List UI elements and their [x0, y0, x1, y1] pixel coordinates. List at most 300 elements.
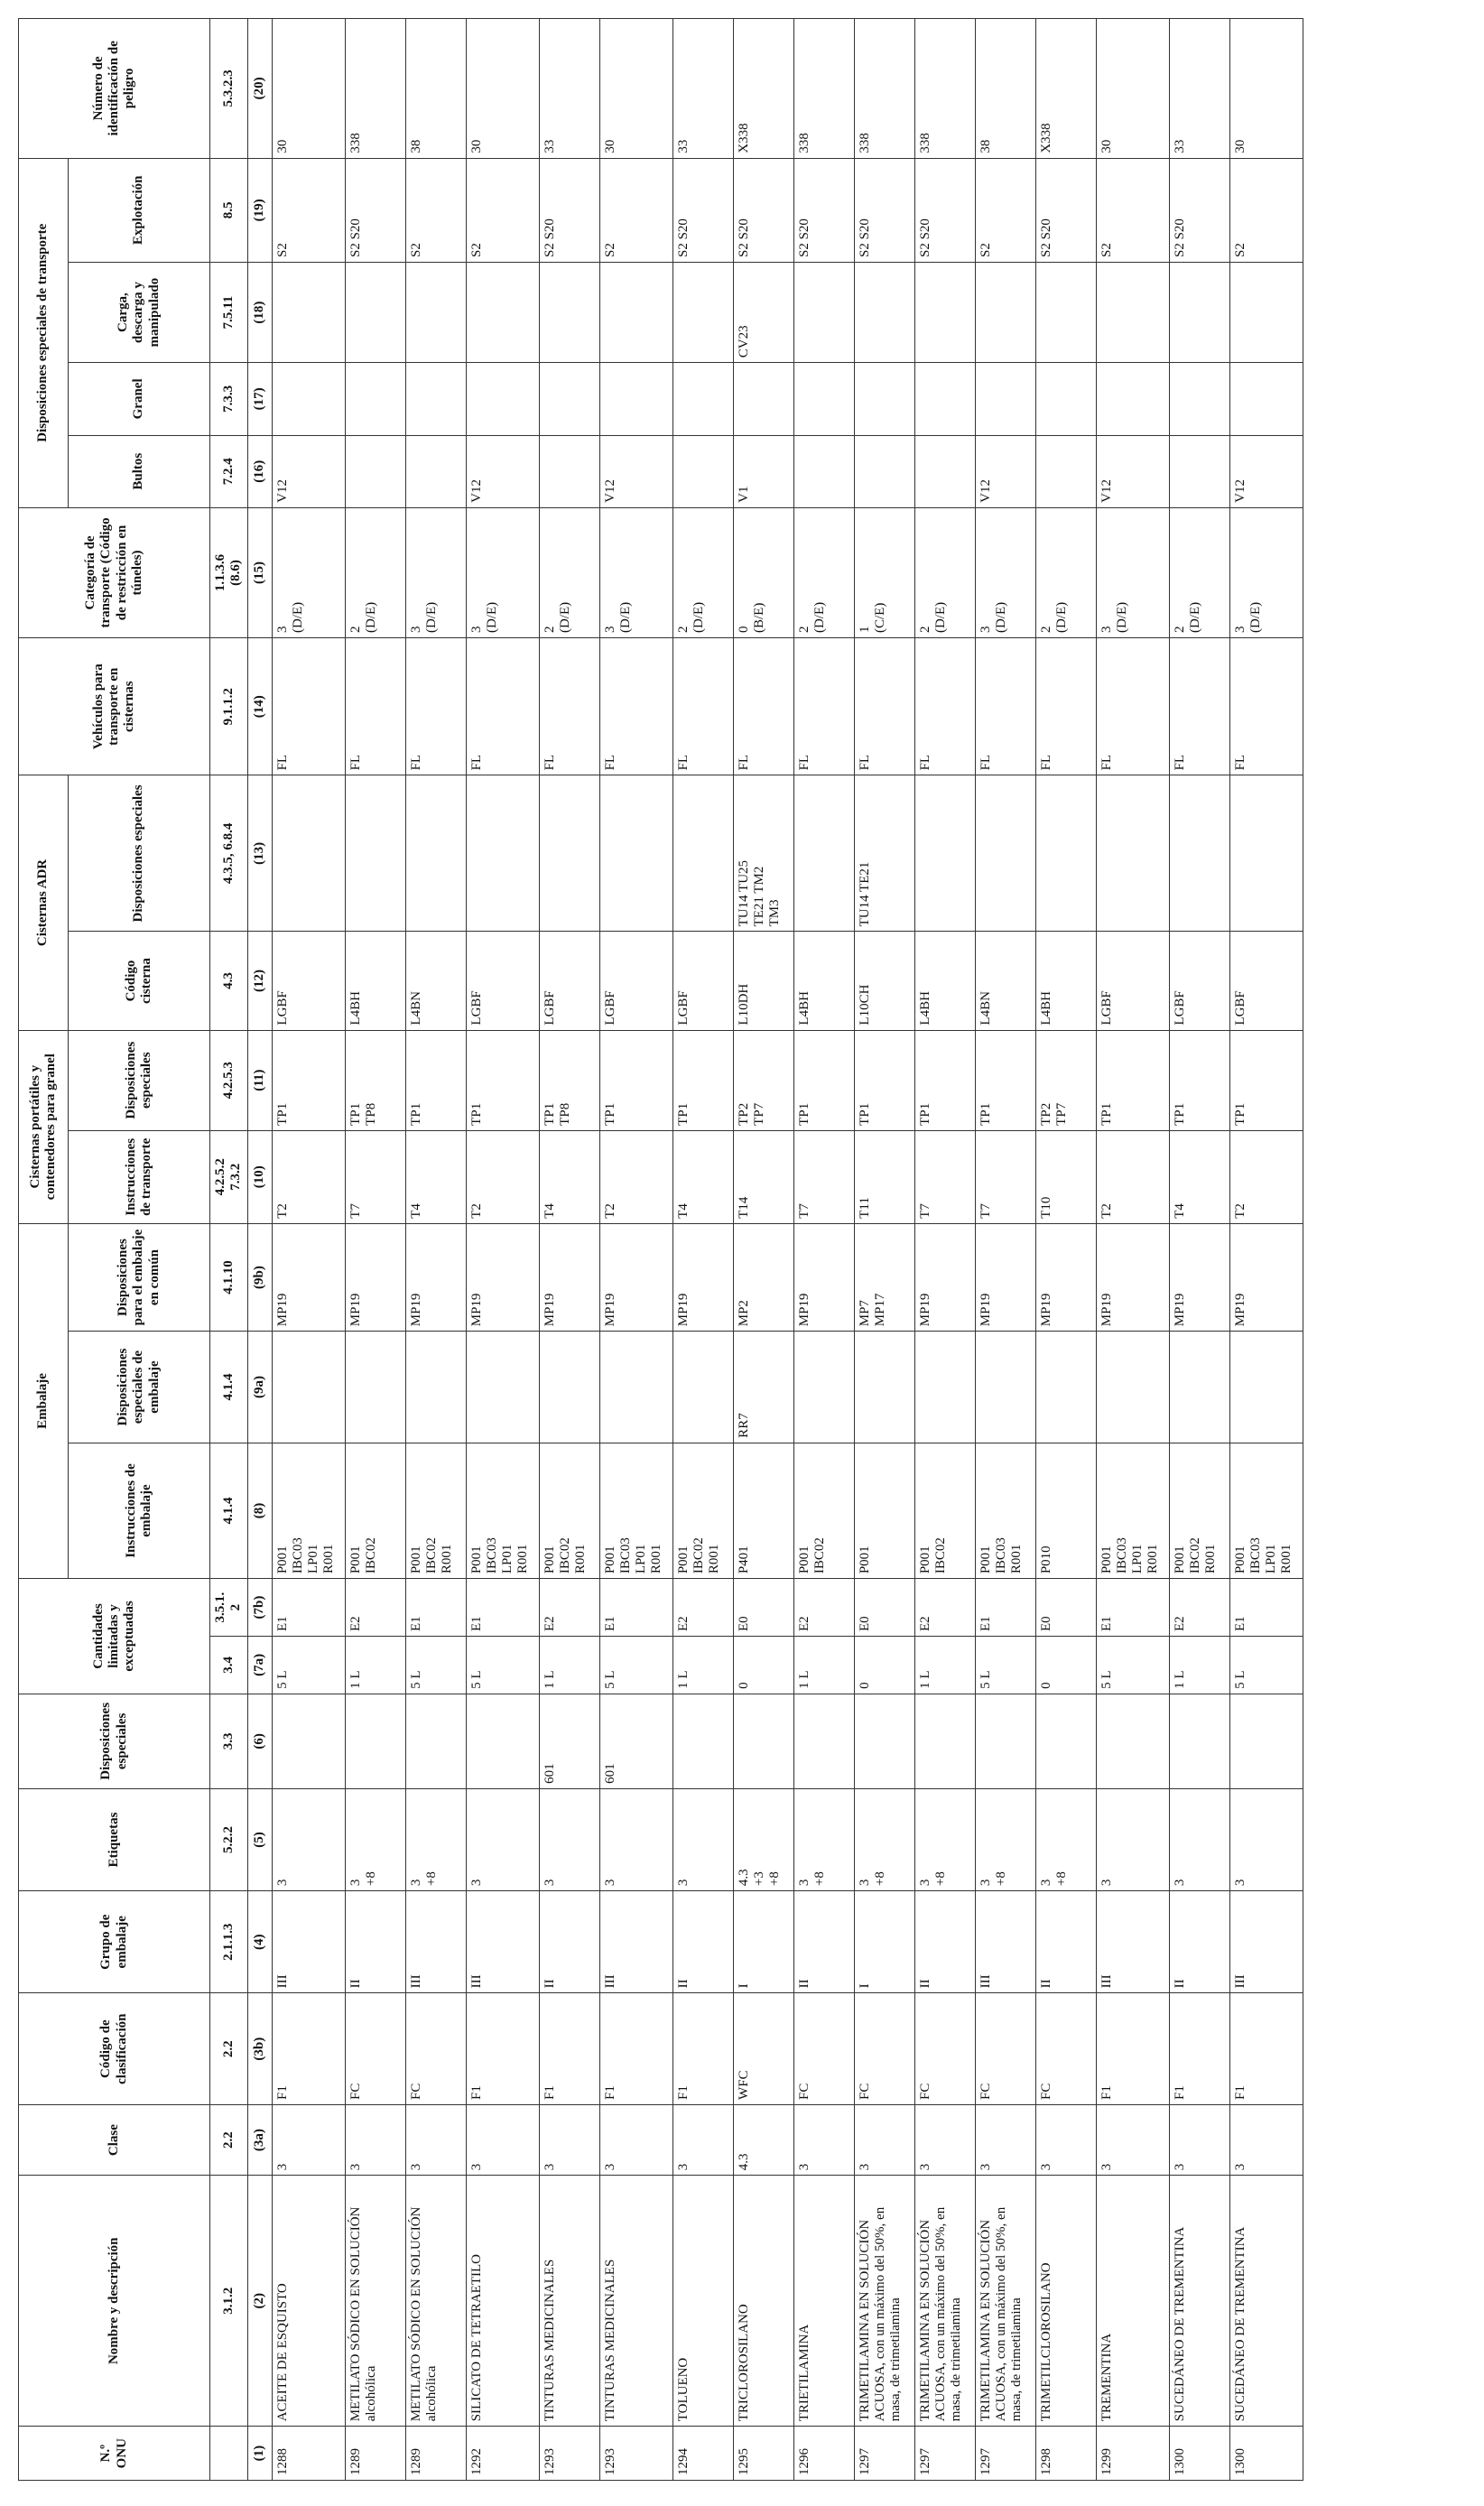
excepted-quantity-cell: E1: [466, 1579, 539, 1637]
column-number-cell: (2): [247, 2176, 272, 2427]
hazard-id-cell: 30: [466, 19, 539, 159]
bulk-cell: [914, 363, 975, 435]
class-cell: 3: [914, 2104, 975, 2175]
tank-special-cell: TP1: [405, 1030, 466, 1130]
header-labels: Etiquetas: [19, 1788, 210, 1890]
name-cell: ACEITE DE ESQUISTO: [272, 2176, 345, 2427]
transport-category-cell: 2 (D/E): [1035, 507, 1096, 637]
class-cell: 3: [405, 2104, 466, 2175]
header-operation: Explotación: [69, 158, 210, 262]
packing-instructions-cell: P001 IBC02 R001: [405, 1443, 466, 1578]
special-provisions-cell: [405, 1694, 466, 1788]
vehicle-cell: FL: [599, 638, 672, 775]
tank-code-cell: L4BH: [345, 932, 405, 1030]
excepted-quantity-cell: E0: [854, 1579, 914, 1637]
name-cell: SUCEDÁNEO DE TREMENTINA: [1169, 2176, 1229, 2427]
un-number-cell: 1289: [345, 2427, 405, 2481]
class-cell: 3: [1169, 2104, 1229, 2175]
adr-special-cell: [272, 775, 345, 932]
classification-code-cell: FC: [914, 1993, 975, 2105]
packing-group-cell: II: [1035, 1891, 1096, 1993]
tank-instructions-cell: T7: [914, 1130, 975, 1223]
special-packing-cell: [914, 1332, 975, 1443]
packages-cell: [854, 435, 914, 507]
vehicle-cell: FL: [1035, 638, 1096, 775]
packages-cell: [405, 435, 466, 507]
column-number-cell: (16): [247, 435, 272, 507]
tank-code-cell: LGBF: [599, 932, 672, 1030]
special-packing-cell: [1035, 1332, 1096, 1443]
tank-special-cell: TP1: [672, 1030, 733, 1130]
adr-special-cell: [1096, 775, 1169, 932]
header-packaging: Embalaje: [19, 1223, 69, 1578]
mixed-packing-cell: MP19: [1096, 1223, 1169, 1331]
reference-cell: 4.3.5, 6.8.4: [210, 775, 248, 932]
table-row: [539, 19, 599, 2481]
loading-cell: [345, 263, 405, 363]
reference-cell: 4.2.5.2 7.3.2: [210, 1130, 248, 1223]
packages-cell: V12: [975, 435, 1035, 507]
packages-cell: V1: [733, 435, 793, 507]
tank-instructions-cell: T2: [599, 1130, 672, 1223]
operation-cell: S2 S20: [1169, 158, 1229, 262]
tank-special-cell: TP1: [1096, 1030, 1169, 1130]
class-cell: 3: [672, 2104, 733, 2175]
limited-quantity-cell: 0: [1035, 1637, 1096, 1694]
adr-special-cell: [345, 775, 405, 932]
special-provisions-cell: [672, 1694, 733, 1788]
tank-code-cell: L10CH: [854, 932, 914, 1030]
packing-group-cell: III: [405, 1891, 466, 1993]
bulk-cell: [854, 363, 914, 435]
column-number-cell: (18): [247, 263, 272, 363]
excepted-quantity-cell: E2: [539, 1579, 599, 1637]
class-cell: 3: [793, 2104, 854, 2175]
header-tank-instructions: Instrucciones de transporte: [69, 1130, 210, 1223]
hazard-id-cell: 30: [272, 19, 345, 159]
packing-instructions-cell: P001 IBC02 R001: [539, 1443, 599, 1578]
reference-cell: 3.1.2: [210, 2176, 248, 2427]
special-packing-cell: [1096, 1332, 1169, 1443]
un-number-cell: 1294: [672, 2427, 733, 2481]
vehicle-cell: FL: [672, 638, 733, 775]
adr-special-cell: [1035, 775, 1096, 932]
packages-cell: V12: [1229, 435, 1303, 507]
bulk-cell: [793, 363, 854, 435]
column-number-cell: (19): [247, 158, 272, 262]
packing-group-cell: II: [539, 1891, 599, 1993]
special-provisions-cell: 601: [599, 1694, 672, 1788]
mixed-packing-cell: MP19: [672, 1223, 733, 1331]
limited-quantity-cell: 1 L: [539, 1637, 599, 1694]
tank-special-cell: TP1: [599, 1030, 672, 1130]
hazard-id-cell: 38: [975, 19, 1035, 159]
mixed-packing-cell: MP19: [466, 1223, 539, 1331]
special-provisions-cell: [854, 1694, 914, 1788]
name-cell: TOLUENO: [672, 2176, 733, 2427]
labels-cell: 3: [672, 1788, 733, 1890]
transport-category-cell: 2 (D/E): [539, 507, 599, 637]
bulk-cell: [733, 363, 793, 435]
vehicle-cell: FL: [975, 638, 1035, 775]
reference-cell: 4.2.5.3: [210, 1030, 248, 1130]
tank-code-cell: L4BH: [914, 932, 975, 1030]
tank-code-cell: L4BH: [1035, 932, 1096, 1030]
mixed-packing-cell: MP19: [975, 1223, 1035, 1331]
table-row: [1096, 19, 1169, 2481]
classification-code-cell: FC: [975, 1993, 1035, 2105]
reference-cell: 3.3: [210, 1694, 248, 1788]
labels-cell: 3: [1229, 1788, 1303, 1890]
un-number-cell: 1300: [1169, 2427, 1229, 2481]
class-cell: 3: [1035, 2104, 1096, 2175]
packages-cell: [1169, 435, 1229, 507]
name-cell: TREMENTINA: [1096, 2176, 1169, 2427]
mixed-packing-cell: MP19: [1035, 1223, 1096, 1331]
table-row: [793, 19, 854, 2481]
packages-cell: [793, 435, 854, 507]
packing-group-cell: III: [1229, 1891, 1303, 1993]
un-number-cell: 1288: [272, 2427, 345, 2481]
tank-instructions-cell: T11: [854, 1130, 914, 1223]
un-number-cell: 1293: [539, 2427, 599, 2481]
un-number-cell: 1297: [914, 2427, 975, 2481]
excepted-quantity-cell: E2: [345, 1579, 405, 1637]
transport-category-cell: 3 (D/E): [1096, 507, 1169, 637]
header-tank-special: Disposiciones especiales: [69, 1030, 210, 1130]
packages-cell: V12: [599, 435, 672, 507]
tank-instructions-cell: T4: [405, 1130, 466, 1223]
mixed-packing-cell: MP19: [405, 1223, 466, 1331]
bulk-cell: [672, 363, 733, 435]
limited-quantity-cell: 0: [854, 1637, 914, 1694]
special-provisions-cell: [793, 1694, 854, 1788]
excepted-quantity-cell: E2: [793, 1579, 854, 1637]
reference-cell: 4.1.10: [210, 1223, 248, 1331]
table-row: [672, 19, 733, 2481]
excepted-quantity-cell: E1: [1229, 1579, 1303, 1637]
packages-cell: [345, 435, 405, 507]
packing-instructions-cell: P001 IBC02: [793, 1443, 854, 1578]
special-packing-cell: [1169, 1332, 1229, 1443]
table-row: [854, 19, 914, 2481]
limited-quantity-cell: 0: [733, 1637, 793, 1694]
tank-code-cell: LGBF: [272, 932, 345, 1030]
header-packing-group: Grupo de embalaje: [19, 1891, 210, 1993]
table-row: [975, 19, 1035, 2481]
hazard-id-cell: X338: [733, 19, 793, 159]
header-packing-instructions: Instrucciones de embalaje: [69, 1443, 210, 1578]
adr-special-cell: [1169, 775, 1229, 932]
packing-instructions-cell: P001 IBC03 LP01 R001: [1096, 1443, 1169, 1578]
transport-category-cell: 3 (D/E): [599, 507, 672, 637]
hazard-id-cell: 338: [345, 19, 405, 159]
un-number-cell: 1300: [1229, 2427, 1303, 2481]
tank-instructions-cell: T7: [345, 1130, 405, 1223]
packages-cell: [672, 435, 733, 507]
labels-cell: 3 +8: [793, 1788, 854, 1890]
tank-instructions-cell: T2: [466, 1130, 539, 1223]
header-vehicle: Vehículos para transporte en cisternas: [19, 638, 210, 775]
table-row: [345, 19, 405, 2481]
adr-special-cell: [793, 775, 854, 932]
classification-code-cell: FC: [345, 1993, 405, 2105]
mixed-packing-cell: MP19: [1229, 1223, 1303, 1331]
vehicle-cell: FL: [854, 638, 914, 775]
operation-cell: S2: [405, 158, 466, 262]
column-number-cell: (5): [247, 1788, 272, 1890]
tank-special-cell: TP1: [793, 1030, 854, 1130]
tank-instructions-cell: T2: [272, 1130, 345, 1223]
column-number-cell: (14): [247, 638, 272, 775]
labels-cell: 3: [599, 1788, 672, 1890]
reference-cell: 2.1.1.3: [210, 1891, 248, 1993]
tank-instructions-cell: T2: [1229, 1130, 1303, 1223]
special-provisions-cell: 601: [539, 1694, 599, 1788]
tank-code-cell: LGBF: [1096, 932, 1169, 1030]
header-adr-tanks: Cisternas ADR: [19, 775, 69, 1030]
hazard-id-cell: 33: [1169, 19, 1229, 159]
loading-cell: [1035, 263, 1096, 363]
classification-code-cell: FC: [854, 1993, 914, 2105]
packing-instructions-cell: P001 IBC03 LP01 R001: [599, 1443, 672, 1578]
un-number-cell: 1299: [1096, 2427, 1169, 2481]
column-number-cell: (11): [247, 1030, 272, 1130]
classification-code-cell: F1: [599, 1993, 672, 2105]
transport-category-cell: 3 (D/E): [1229, 507, 1303, 637]
operation-cell: S2 S20: [733, 158, 793, 262]
adr-special-cell: [599, 775, 672, 932]
tank-instructions-cell: T14: [733, 1130, 793, 1223]
operation-cell: S2 S20: [539, 158, 599, 262]
excepted-quantity-cell: E1: [975, 1579, 1035, 1637]
operation-cell: S2: [272, 158, 345, 262]
limited-quantity-cell: 5 L: [599, 1637, 672, 1694]
vehicle-cell: FL: [272, 638, 345, 775]
tank-code-cell: L4BH: [793, 932, 854, 1030]
special-packing-cell: [854, 1332, 914, 1443]
special-packing-cell: [599, 1332, 672, 1443]
labels-cell: 3 +8: [975, 1788, 1035, 1890]
tank-special-cell: TP1: [1229, 1030, 1303, 1130]
transport-category-cell: 1 (C/E): [854, 507, 914, 637]
labels-cell: 3 +8: [345, 1788, 405, 1890]
tank-instructions-cell: T7: [793, 1130, 854, 1223]
loading-cell: [599, 263, 672, 363]
classification-code-cell: F1: [466, 1993, 539, 2105]
name-cell: TINTURAS MEDICINALES: [599, 2176, 672, 2427]
labels-cell: 3 +8: [854, 1788, 914, 1890]
vehicle-cell: FL: [733, 638, 793, 775]
tank-special-cell: TP1: [854, 1030, 914, 1130]
bulk-cell: [599, 363, 672, 435]
dangerous-goods-table: [18, 18, 1303, 2481]
vehicle-cell: FL: [914, 638, 975, 775]
packing-group-cell: III: [466, 1891, 539, 1993]
operation-cell: S2 S20: [793, 158, 854, 262]
tank-instructions-cell: T4: [539, 1130, 599, 1223]
reference-cell: 7.5.11: [210, 263, 248, 363]
transport-category-cell: 3 (D/E): [405, 507, 466, 637]
reference-cell: 1.1.3.6 (8.6): [210, 507, 248, 637]
reference-cell: [210, 2427, 248, 2481]
loading-cell: [793, 263, 854, 363]
classification-code-cell: WFC: [733, 1993, 793, 2105]
operation-cell: S2: [599, 158, 672, 262]
excepted-quantity-cell: E1: [405, 1579, 466, 1637]
classification-code-cell: F1: [272, 1993, 345, 2105]
packages-cell: V12: [466, 435, 539, 507]
column-number-cell: (17): [247, 363, 272, 435]
packing-instructions-cell: P001 IBC03 LP01 R001: [1229, 1443, 1303, 1578]
tank-special-cell: TP1: [914, 1030, 975, 1130]
transport-category-cell: 0 (B/E): [733, 507, 793, 637]
hazard-id-cell: 30: [1229, 19, 1303, 159]
excepted-quantity-cell: E0: [1035, 1579, 1096, 1637]
tank-code-cell: L10DH: [733, 932, 793, 1030]
class-cell: 3: [599, 2104, 672, 2175]
excepted-quantity-cell: E0: [733, 1579, 793, 1637]
hazard-id-cell: 30: [1096, 19, 1169, 159]
hazard-id-cell: 30: [599, 19, 672, 159]
tank-code-cell: LGBF: [1229, 932, 1303, 1030]
mixed-packing-cell: MP19: [1169, 1223, 1229, 1331]
class-cell: 3: [1229, 2104, 1303, 2175]
transport-category-cell: 3 (D/E): [272, 507, 345, 637]
packages-cell: V12: [1096, 435, 1169, 507]
vehicle-cell: FL: [405, 638, 466, 775]
limited-quantity-cell: 5 L: [1096, 1637, 1169, 1694]
mixed-packing-cell: MP2: [733, 1223, 793, 1331]
reference-cell: 4.1.4: [210, 1332, 248, 1443]
table-row: [599, 19, 672, 2481]
operation-cell: S2 S20: [1035, 158, 1096, 262]
classification-code-cell: FC: [405, 1993, 466, 2105]
hazard-id-cell: 33: [672, 19, 733, 159]
name-cell: TRIMETILAMINA EN SOLUCIÓN ACUOSA, con un máximo del 50%, en masa, de trimetilamina: [854, 2176, 914, 2427]
packing-group-cell: III: [975, 1891, 1035, 1993]
classification-code-cell: F1: [539, 1993, 599, 2105]
bulk-cell: [272, 363, 345, 435]
packing-instructions-cell: P001 IBC03 LP01 R001: [466, 1443, 539, 1578]
column-number-cell: (15): [247, 507, 272, 637]
header-special-packing: Disposiciones especiales de embalaje: [69, 1332, 210, 1443]
loading-cell: [1096, 263, 1169, 363]
packages-cell: V12: [272, 435, 345, 507]
tank-special-cell: TP1 TP8: [345, 1030, 405, 1130]
column-number-cell: (7b): [247, 1579, 272, 1637]
un-number-cell: 1293: [599, 2427, 672, 2481]
packing-group-cell: II: [672, 1891, 733, 1993]
special-packing-cell: [345, 1332, 405, 1443]
reference-cell: 9.1.1.2: [210, 638, 248, 775]
header-class: Clase: [19, 2104, 210, 2175]
name-cell: TRIMETILAMINA EN SOLUCIÓN ACUOSA, con un máximo del 50%, en masa, de trimetilamina: [975, 2176, 1035, 2427]
adr-special-cell: [539, 775, 599, 932]
reference-cell: 3.5.1. 2: [210, 1579, 248, 1637]
un-number-cell: 1295: [733, 2427, 793, 2481]
tank-code-cell: LGBF: [1169, 932, 1229, 1030]
special-packing-cell: [405, 1332, 466, 1443]
packing-instructions-cell: P001: [854, 1443, 914, 1578]
special-packing-cell: [272, 1332, 345, 1443]
header-classification-code: Código de clasificación: [19, 1993, 210, 2105]
vehicle-cell: FL: [1229, 638, 1303, 775]
packing-group-cell: I: [733, 1891, 793, 1993]
name-cell: METILATO SÓDICO EN SOLUCIÓN alcohólica: [345, 2176, 405, 2427]
special-packing-cell: [466, 1332, 539, 1443]
packing-instructions-cell: P001 IBC02 R001: [672, 1443, 733, 1578]
header-special-transport: Disposiciones especiales de transporte: [19, 158, 69, 507]
table-row: [1035, 19, 1096, 2481]
operation-cell: S2: [1096, 158, 1169, 262]
classification-code-cell: F1: [1169, 1993, 1229, 2105]
packing-group-cell: II: [914, 1891, 975, 1993]
loading-cell: [466, 263, 539, 363]
classification-code-cell: F1: [672, 1993, 733, 2105]
column-number-cell: (12): [247, 932, 272, 1030]
tank-special-cell: TP1 TP8: [539, 1030, 599, 1130]
limited-quantity-cell: 5 L: [1229, 1637, 1303, 1694]
mixed-packing-cell: MP7 MP17: [854, 1223, 914, 1331]
table-row: [466, 19, 539, 2481]
header-mixed-packing: Disposiciones para el embalaje en común: [69, 1223, 210, 1331]
special-provisions-cell: [733, 1694, 793, 1788]
class-cell: 4.3: [733, 2104, 793, 2175]
transport-category-cell: 2 (D/E): [1169, 507, 1229, 637]
table-row: [1229, 19, 1303, 2481]
tank-special-cell: TP1: [1169, 1030, 1229, 1130]
bulk-cell: [466, 363, 539, 435]
hazard-id-cell: 33: [539, 19, 599, 159]
column-number-cell: (4): [247, 1891, 272, 1993]
limited-quantity-cell: 1 L: [345, 1637, 405, 1694]
tank-code-cell: L4BN: [405, 932, 466, 1030]
transport-category-cell: 2 (D/E): [793, 507, 854, 637]
vehicle-cell: FL: [1169, 638, 1229, 775]
vehicle-cell: FL: [466, 638, 539, 775]
header-limited-excepted: Cantidades limitadas y exceptuadas: [19, 1579, 210, 1694]
bulk-cell: [1169, 363, 1229, 435]
reference-cell: 7.3.3: [210, 363, 248, 435]
special-packing-cell: [672, 1332, 733, 1443]
labels-cell: 3: [1169, 1788, 1229, 1890]
excepted-quantity-cell: E2: [1169, 1579, 1229, 1637]
adr-special-cell: [466, 775, 539, 932]
column-number-cell: (3a): [247, 2104, 272, 2175]
operation-cell: S2: [466, 158, 539, 262]
hazard-id-cell: 38: [405, 19, 466, 159]
adr-special-cell: [672, 775, 733, 932]
reference-cell: 7.2.4: [210, 435, 248, 507]
classification-code-cell: F1: [1229, 1993, 1303, 2105]
special-packing-cell: RR7: [733, 1332, 793, 1443]
loading-cell: [1169, 263, 1229, 363]
column-number-cell: (6): [247, 1694, 272, 1788]
mixed-packing-cell: MP19: [345, 1223, 405, 1331]
loading-cell: [914, 263, 975, 363]
special-provisions-cell: [1169, 1694, 1229, 1788]
excepted-quantity-cell: E1: [272, 1579, 345, 1637]
class-cell: 3: [272, 2104, 345, 2175]
loading-cell: [272, 263, 345, 363]
limited-quantity-cell: 5 L: [405, 1637, 466, 1694]
bulk-cell: [405, 363, 466, 435]
limited-quantity-cell: 5 L: [272, 1637, 345, 1694]
operation-cell: S2: [975, 158, 1035, 262]
loading-cell: [975, 263, 1035, 363]
column-number-cell: (20): [247, 19, 272, 159]
